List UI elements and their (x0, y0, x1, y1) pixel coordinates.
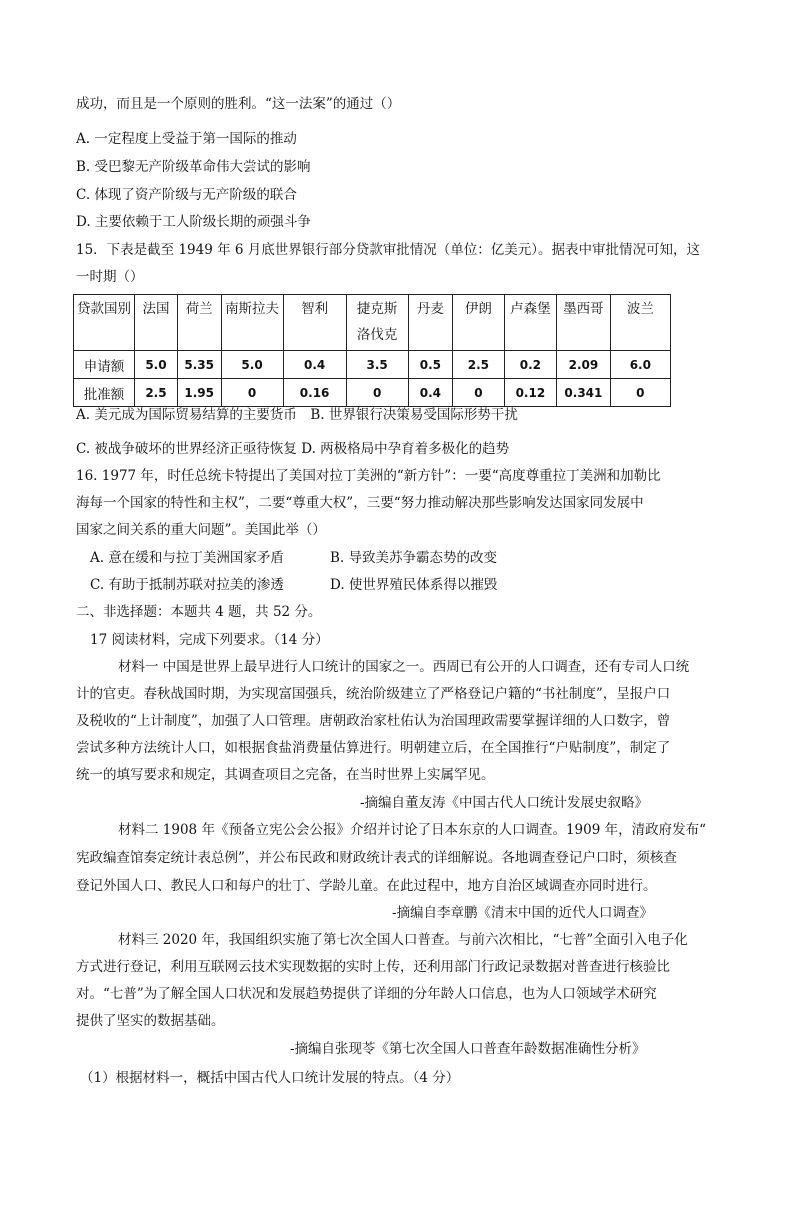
table-row (74, 379, 671, 407)
option-d: D. 使世界殖民体系得以摧毁 (330, 577, 498, 593)
value-cell: 5.0 (135, 351, 178, 379)
table-header-label: 贷款国别 (74, 295, 135, 351)
country-cell: 捷克斯洛伐克 (346, 295, 408, 351)
sub-question-1: （1）根据材料一，概括中国古代人口统计发展的特点。（4 分） (80, 1070, 460, 1086)
option-a-b: A. 美元成为国际贸易结算的主要货币 B. 世界银行决策易受国际形势干扰 (76, 407, 518, 423)
material-three-source: -摘编自张现苓《第七次全国人口普查年龄数据准确性分析》 (290, 1041, 646, 1057)
value-cell: 1.95 (177, 379, 221, 407)
material-two-cont: 宪政编查馆奏定统计表总例”，并公布民政和财政统计表式的详细解说。各地调查登记户口时，须核查 (76, 850, 677, 866)
value-cell: 0.4 (408, 379, 452, 407)
value-cell: 5.35 (177, 351, 221, 379)
value-cell: 0.4 (283, 351, 346, 379)
country-cell: 南斯拉夫 (221, 295, 283, 351)
country-cell: 丹麦 (408, 295, 452, 351)
value-cell: 0.12 (504, 379, 557, 407)
material-one-cont: 计的官吏。春秋战国时期，为实现富国强兵，统治阶级建立了严格登记户籍的“书社制度”，呈报户口 (76, 686, 671, 702)
material-two: 材料二 1908 年《预备立宪公会公报》介绍并讨论了日本东京的人口调查。1909 年，清政府发布“ (118, 822, 706, 838)
question-15-stem: 15．下表是截至 1949 年 6 月底世界银行部分贷款审批情况（单位：亿美元）。据表中审批情况可知，这 (76, 242, 701, 258)
country-cell: 卢森堡 (504, 295, 557, 351)
row-label: 申请额 (74, 351, 135, 379)
value-cell: 0.16 (283, 379, 346, 407)
value-cell: 5.0 (221, 351, 283, 379)
value-cell: 0.2 (504, 351, 557, 379)
question-17-stem: 17 阅读材料，完成下列要求。（14 分） (90, 632, 329, 648)
value-cell: 2.5 (453, 351, 505, 379)
country-cell: 智利 (283, 295, 346, 351)
material-one-source: -摘编自董友涛《中国古代人口统计发展史叙略》 (360, 795, 649, 811)
option-a: A. 意在缓和与拉丁美洲国家矛盾 (90, 550, 284, 566)
table-header-row (74, 295, 671, 351)
material-three: 材料三 2020 年，我国组织实施了第七次全国人口普查。与前六次相比，“七普”全面引入电子化 (118, 932, 688, 948)
value-cell: 6.0 (610, 351, 670, 379)
value-cell: 0 (610, 379, 670, 407)
country-cell: 波兰 (610, 295, 670, 351)
loan-table (73, 294, 671, 407)
material-three-cont: 方式进行登记，利用互联网云技术实现数据的实时上传，还利用部门行政记录数据对普查进行核验比 (76, 959, 670, 975)
question-16-stem: 16. 1977 年，时任总统卡特提出了美国对拉丁美洲的“新方针”：一要“高度尊重拉丁美洲和加勒比 (76, 468, 661, 484)
option-b: B. 受巴黎无产阶级革命伟大尝试的影响 (76, 159, 311, 175)
value-cell: 0.341 (557, 379, 611, 407)
table-row (74, 351, 671, 379)
material-two-cont: 登记外国人口、教民人口和每户的壮丁、学龄儿童。在此过程中，地方自治区域调查亦同时进行。 (76, 878, 657, 894)
value-cell: 0 (346, 379, 408, 407)
material-one-cont: 尝试多种方法统计人口，如根据食盐消费量估算进行。明朝建立后，在全国推行“户贴制度”，制定了 (76, 740, 671, 756)
material-two-source: -摘编自李章鹏《清末中国的近代人口调查》 (392, 905, 654, 921)
material-one-cont: 及税收的“上计制度”，加强了人口管理。唐朝政治家杜佑认为治国理政需要掌握详细的人口数字，曾 (76, 713, 671, 729)
material-three-cont: 提供了坚实的数据基础。 (76, 1013, 225, 1029)
value-cell: 0.5 (408, 351, 452, 379)
material-one-cont: 统一的填写要求和规定，其调查项目之完备，在当时世界上实属罕见。 (76, 767, 495, 783)
value-cell: 0 (221, 379, 283, 407)
material-one: 材料一 中国是世界上最早进行人口统计的国家之一。西周已有公开的人口调查，还有专司人口统 (118, 659, 690, 675)
country-cell: 墨西哥 (557, 295, 611, 351)
option-c-d: C. 被战争破坏的世界经济正亟待恢复 D. 两极格局中孕育着多极化的趋势 (76, 441, 510, 457)
text-line: 成功，而且是一个原则的胜利。“这一法案”的通过（） (76, 96, 401, 112)
country-cell: 荷兰 (177, 295, 221, 351)
country-cell: 法国 (135, 295, 178, 351)
option-a: A. 一定程度上受益于第一国际的推动 (76, 131, 297, 147)
question-16-stem-cont: 海每一个国家的特性和主权”，二要“尊重大权”，三要“努力推动解决那些影响发达国家同发展中 (76, 495, 644, 511)
value-cell: 0 (453, 379, 505, 407)
value-cell: 2.5 (135, 379, 178, 407)
value-cell: 2.09 (557, 351, 611, 379)
question-15-stem-cont: 一时期（） (76, 269, 144, 285)
value-cell: 3.5 (346, 351, 408, 379)
section-heading: 二、非选择题：本题共 4 题，共 52 分。 (76, 604, 322, 620)
material-three-cont: 对。“七普”为了解全国人口状况和发展趋势提供了详细的分年龄人口信息，也为人口领域学术研究 (76, 986, 657, 1002)
question-16-stem-cont: 国家之间关系的重大问题”。美国此举（） (76, 522, 326, 538)
option-b: B. 导致美苏争霸态势的改变 (330, 550, 498, 566)
option-d: D. 主要依赖于工人阶级长期的顽强斗争 (76, 214, 311, 230)
option-c: C. 有助于抵制苏联对拉美的渗透 (90, 577, 284, 593)
country-cell: 伊朗 (453, 295, 505, 351)
option-c: C. 体现了资产阶级与无产阶级的联合 (76, 187, 297, 203)
row-label: 批准额 (74, 379, 135, 407)
